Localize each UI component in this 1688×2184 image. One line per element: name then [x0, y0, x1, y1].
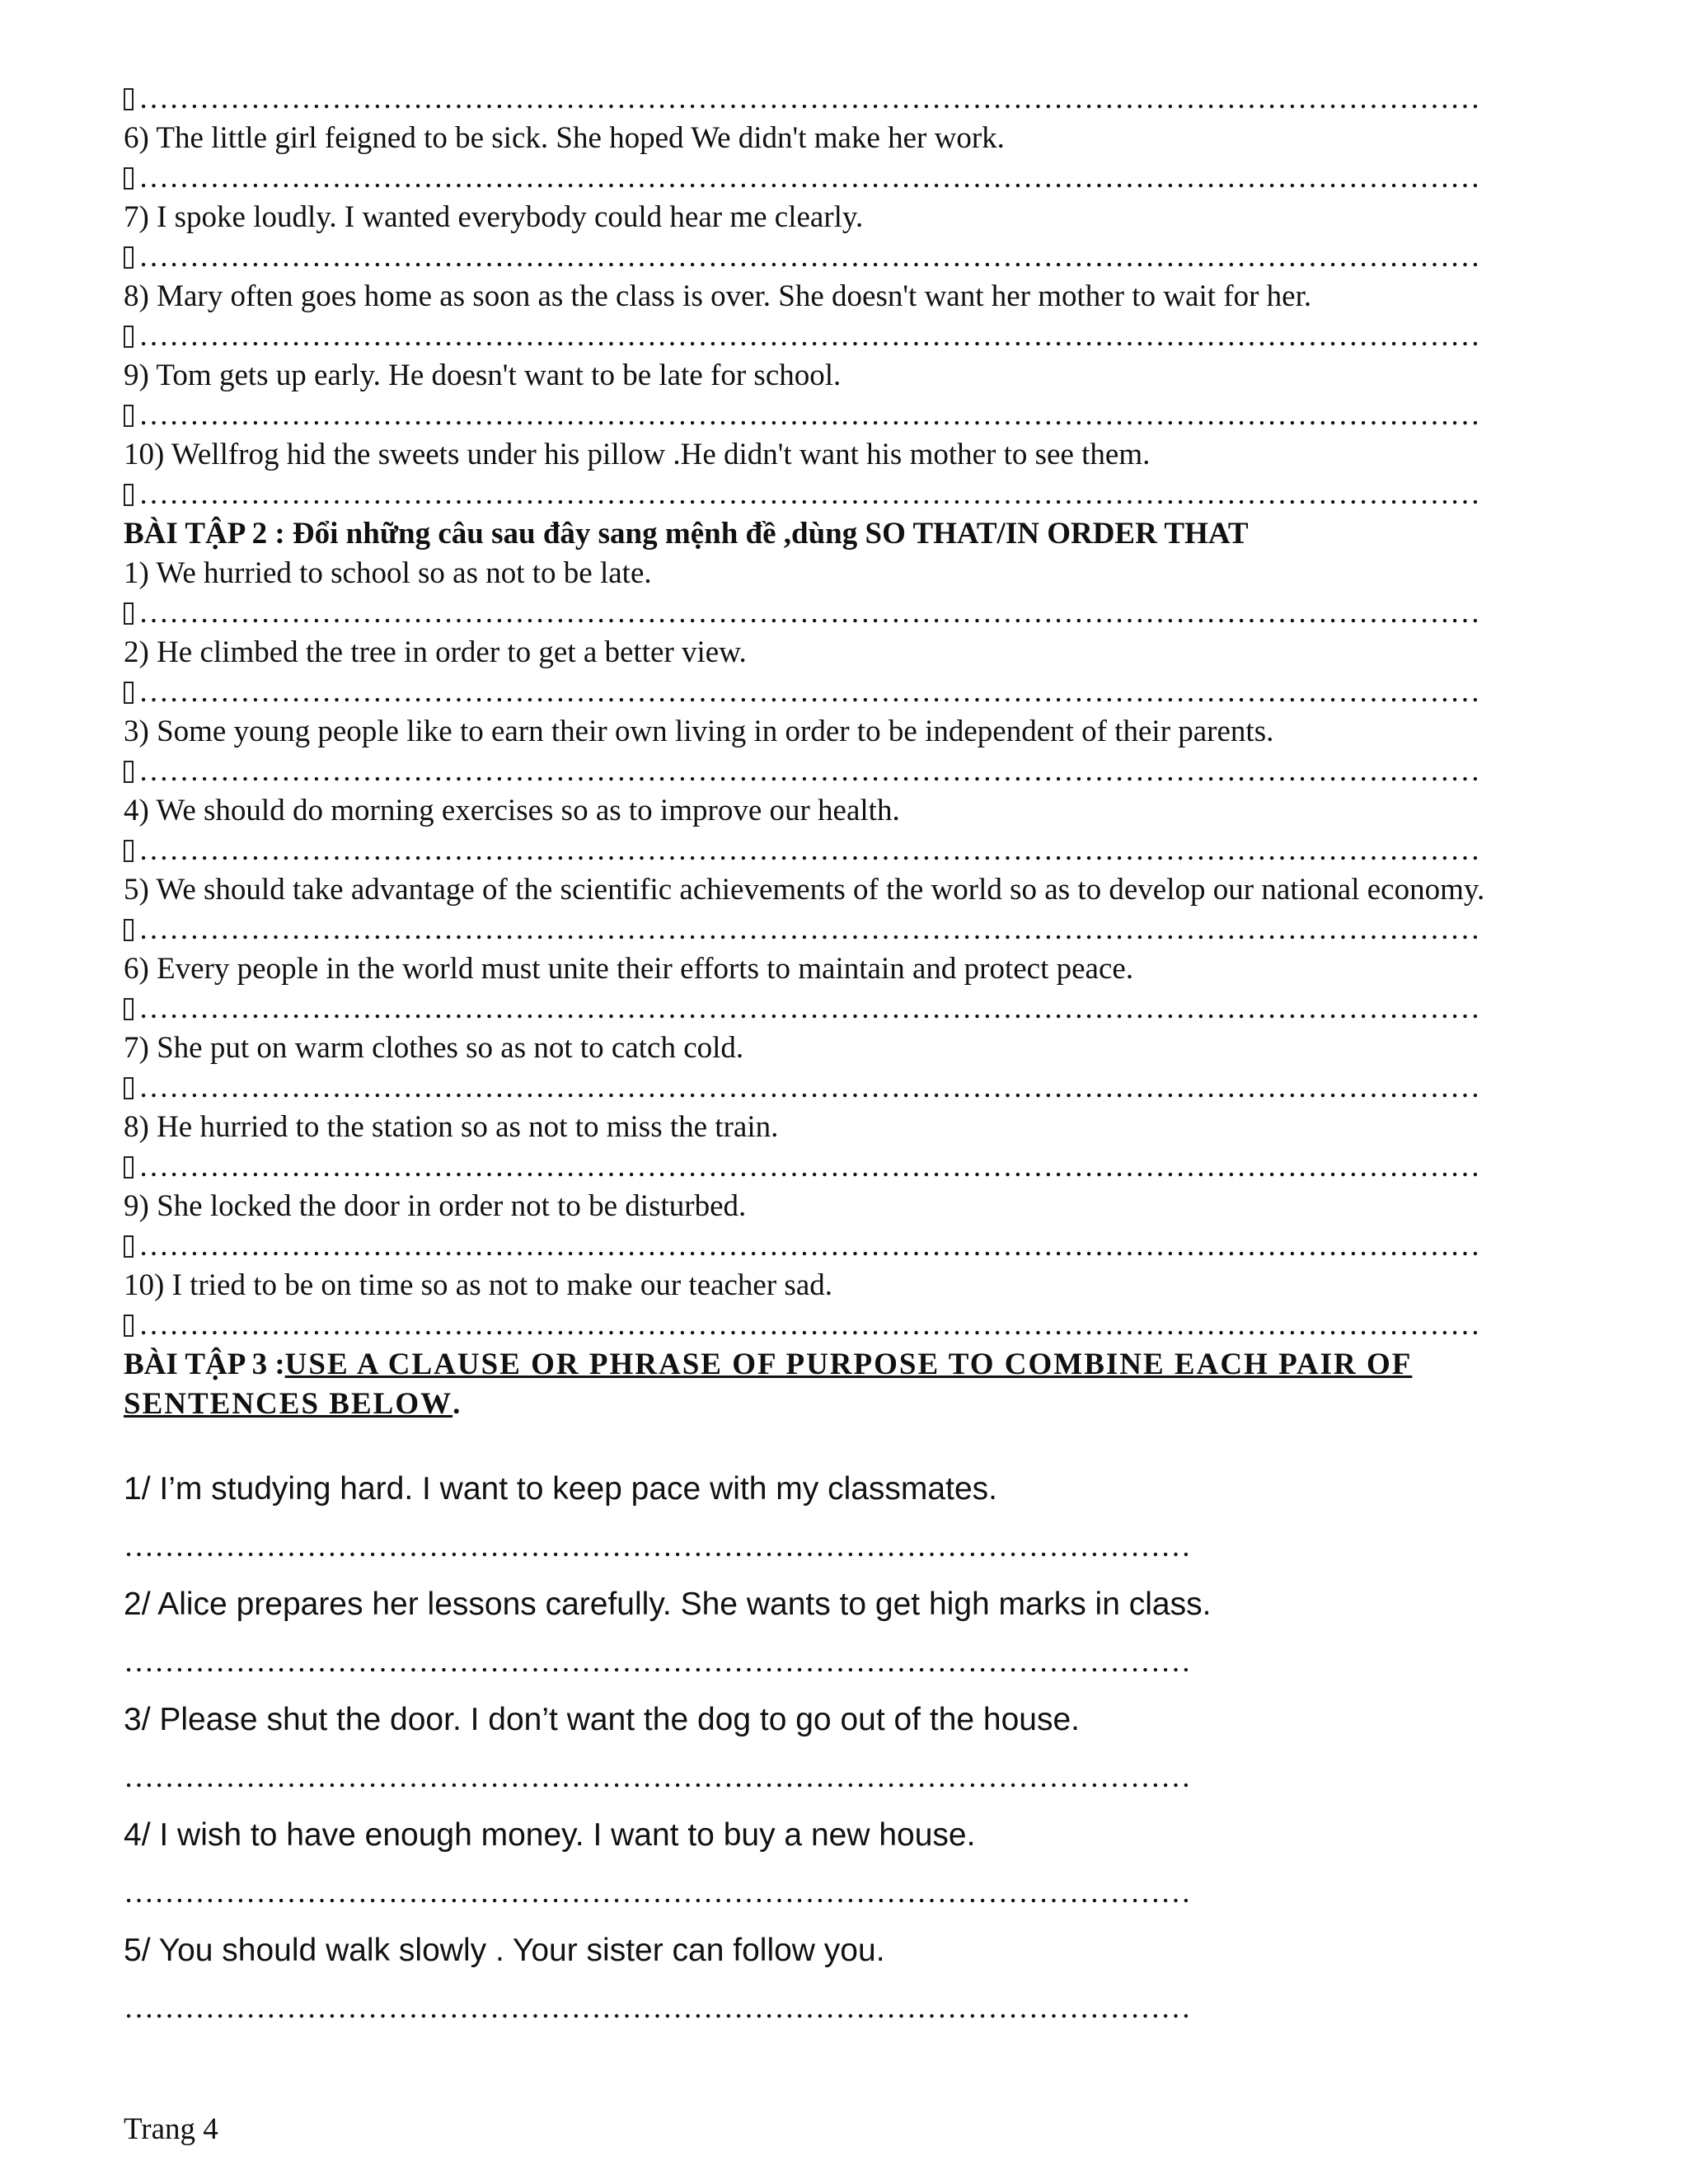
question-text: 9) She locked the door in order not to be disturbed. — [124, 1189, 747, 1223]
answer-dots: …………………………………………………………………………………………………………………… — [138, 161, 1480, 194]
question-text: 1/ I’m studying hard. I want to keep pace with my classmates. — [124, 1471, 997, 1507]
answer-line[interactable] — [124, 752, 1525, 791]
question-text: 9) Tom gets up early. He doesn't want to be late for school. — [124, 359, 842, 392]
question-text: 8) Mary often goes home as soon as the class is over. She doesn't want her mother to wait for her. — [124, 279, 1312, 313]
answer-dots: …………………………………………………………………………………………………………………… — [138, 912, 1480, 946]
answer-line[interactable] — [124, 158, 1525, 198]
page-footer: Trang 4 — [124, 2112, 218, 2146]
question-text: 6) Every people in the world must unite their efforts to maintain and protect peace. — [124, 952, 1134, 986]
answer-line[interactable] — [124, 1226, 1525, 1266]
answer-dots: …………………………………………………………………………………………………………………… — [138, 991, 1480, 1025]
question-text: 8) He hurried to the station so as not to miss the train. — [124, 1110, 779, 1144]
answer-line[interactable] — [124, 831, 1525, 870]
exercise-3-title: USE A CLAUSE OR PHRASE OF PURPOSE TO COMBINE EACH PAIR OF SENTENCES BELOW — [124, 1347, 1413, 1421]
answer-dots: …………………………………………………………………………………………………………………… — [138, 240, 1480, 274]
answer-line[interactable] — [124, 475, 1525, 514]
missing-glyph-icon — [124, 326, 134, 348]
exercise-3-list — [124, 1460, 1525, 2037]
exercise-1-list — [124, 119, 1525, 514]
answer-line[interactable] — [124, 910, 1525, 949]
answer-dots: …………………………………………………………………………………………………………………… — [138, 675, 1480, 709]
answer-dots: …………………………………………………………………………………………………………………… — [138, 1150, 1480, 1183]
question-text: 3) Some young people like to earn their own living in order to be independent of their parents. — [124, 715, 1274, 748]
answer-dots: …………………………………………………………………………………………………………………… — [138, 1229, 1480, 1263]
answer-dots: …………………………………………………………………………………………………………………… — [138, 596, 1480, 630]
answer-line[interactable]: …………………………………………………………………………………………… — [124, 1645, 1191, 1679]
missing-glyph-icon — [124, 88, 134, 110]
missing-glyph-icon — [124, 761, 134, 783]
question-text: 2/ Alice prepares her lessons carefully. She wants to get high marks in class. — [124, 1586, 1212, 1622]
answer-line[interactable]: …………………………………………………………………………………………… — [124, 1760, 1191, 1794]
exercise-2-heading: BÀI TẬP 2 : Đổi những câu sau đây sang mệnh đề ,dùng SO THAT/IN ORDER THAT — [124, 517, 1249, 551]
answer-line[interactable] — [124, 989, 1525, 1029]
question-text: 2) He climbed the tree in order to get a better view. — [124, 635, 747, 669]
missing-glyph-icon — [124, 919, 134, 941]
missing-glyph-icon — [124, 405, 134, 427]
answer-dots: …………………………………………………………………………………………………………………… — [138, 398, 1480, 432]
answer-line[interactable] — [124, 1147, 1525, 1187]
question-text: 10) I tried to be on time so as not to make our teacher sad. — [124, 1268, 832, 1302]
missing-glyph-icon — [124, 1077, 134, 1099]
question-text: 1) We hurried to school so as not to be late. — [124, 556, 652, 590]
missing-glyph-icon — [124, 998, 134, 1020]
exercise-3-label: BÀI TẬP 3 : — [124, 1347, 285, 1381]
question-text: 5/ You should walk slowly . Your sister can follow you. — [124, 1933, 885, 1968]
answer-dots: …………………………………………………………………………………………………………………… — [138, 833, 1480, 867]
answer-line[interactable]: …………………………………………………………………………………………… — [124, 1991, 1191, 2025]
question-text: 7) She put on warm clothes so as not to catch cold. — [124, 1031, 744, 1065]
answer-line[interactable] — [124, 673, 1525, 712]
question-text: 10) Wellfrog hid the sweets under his pillow .He didn't want his mother to see them. — [124, 438, 1151, 471]
missing-glyph-icon — [124, 682, 134, 704]
missing-glyph-icon — [124, 1315, 134, 1337]
missing-glyph-icon — [124, 840, 134, 862]
missing-glyph-icon — [124, 602, 134, 625]
answer-dots: …………………………………………………………………………………………………………………… — [138, 1308, 1480, 1342]
answer-line[interactable] — [124, 593, 1525, 633]
missing-glyph-icon — [124, 1156, 134, 1179]
exercise-3-period: . — [452, 1387, 461, 1421]
missing-glyph-icon — [124, 246, 134, 269]
answer-dots: …………………………………………………………………………………………………………………… — [138, 319, 1480, 353]
worksheet-body — [124, 79, 1525, 2037]
exercise-3-heading — [124, 1345, 1525, 1424]
answer-dots: …………………………………………………………………………………………………………………… — [138, 754, 1480, 788]
question-text: 4/ I wish to have enough money. I want to buy a new house. — [124, 1817, 976, 1853]
answer-line[interactable] — [124, 1068, 1525, 1108]
answer-line[interactable]: …………………………………………………………………………………………… — [124, 1876, 1191, 1910]
answer-line[interactable] — [124, 1305, 1525, 1345]
question-text: 3/ Please shut the door. I don’t want the dog to go out of the house. — [124, 1702, 1081, 1737]
answer-dots: …………………………………………………………………………………………………………………… — [138, 477, 1480, 511]
answer-line[interactable] — [124, 237, 1525, 277]
question-text: 6) The little girl feigned to be sick. She hoped We didn't make her work. — [124, 121, 1005, 155]
missing-glyph-icon — [124, 167, 134, 190]
answer-line[interactable] — [124, 396, 1525, 435]
question-text: 5) We should take advantage of the scientific achievements of the world so as to develop our national economy. — [124, 873, 1485, 907]
missing-glyph-icon — [124, 484, 134, 506]
answer-dots: …………………………………………………………………………………………………………………… — [138, 1071, 1480, 1104]
question-text: 4) We should do morning exercises so as to improve our health. — [124, 794, 900, 827]
exercise-2-list — [124, 554, 1525, 1345]
answer-line[interactable] — [124, 316, 1525, 356]
question-text: 7) I spoke loudly. I wanted everybody could hear me clearly. — [124, 200, 864, 234]
answer-line[interactable]: …………………………………………………………………………………………… — [124, 1530, 1191, 1563]
missing-glyph-icon — [124, 1235, 134, 1258]
answer-line[interactable]: …………………………………………………………………………………………………………………… — [124, 79, 1525, 119]
